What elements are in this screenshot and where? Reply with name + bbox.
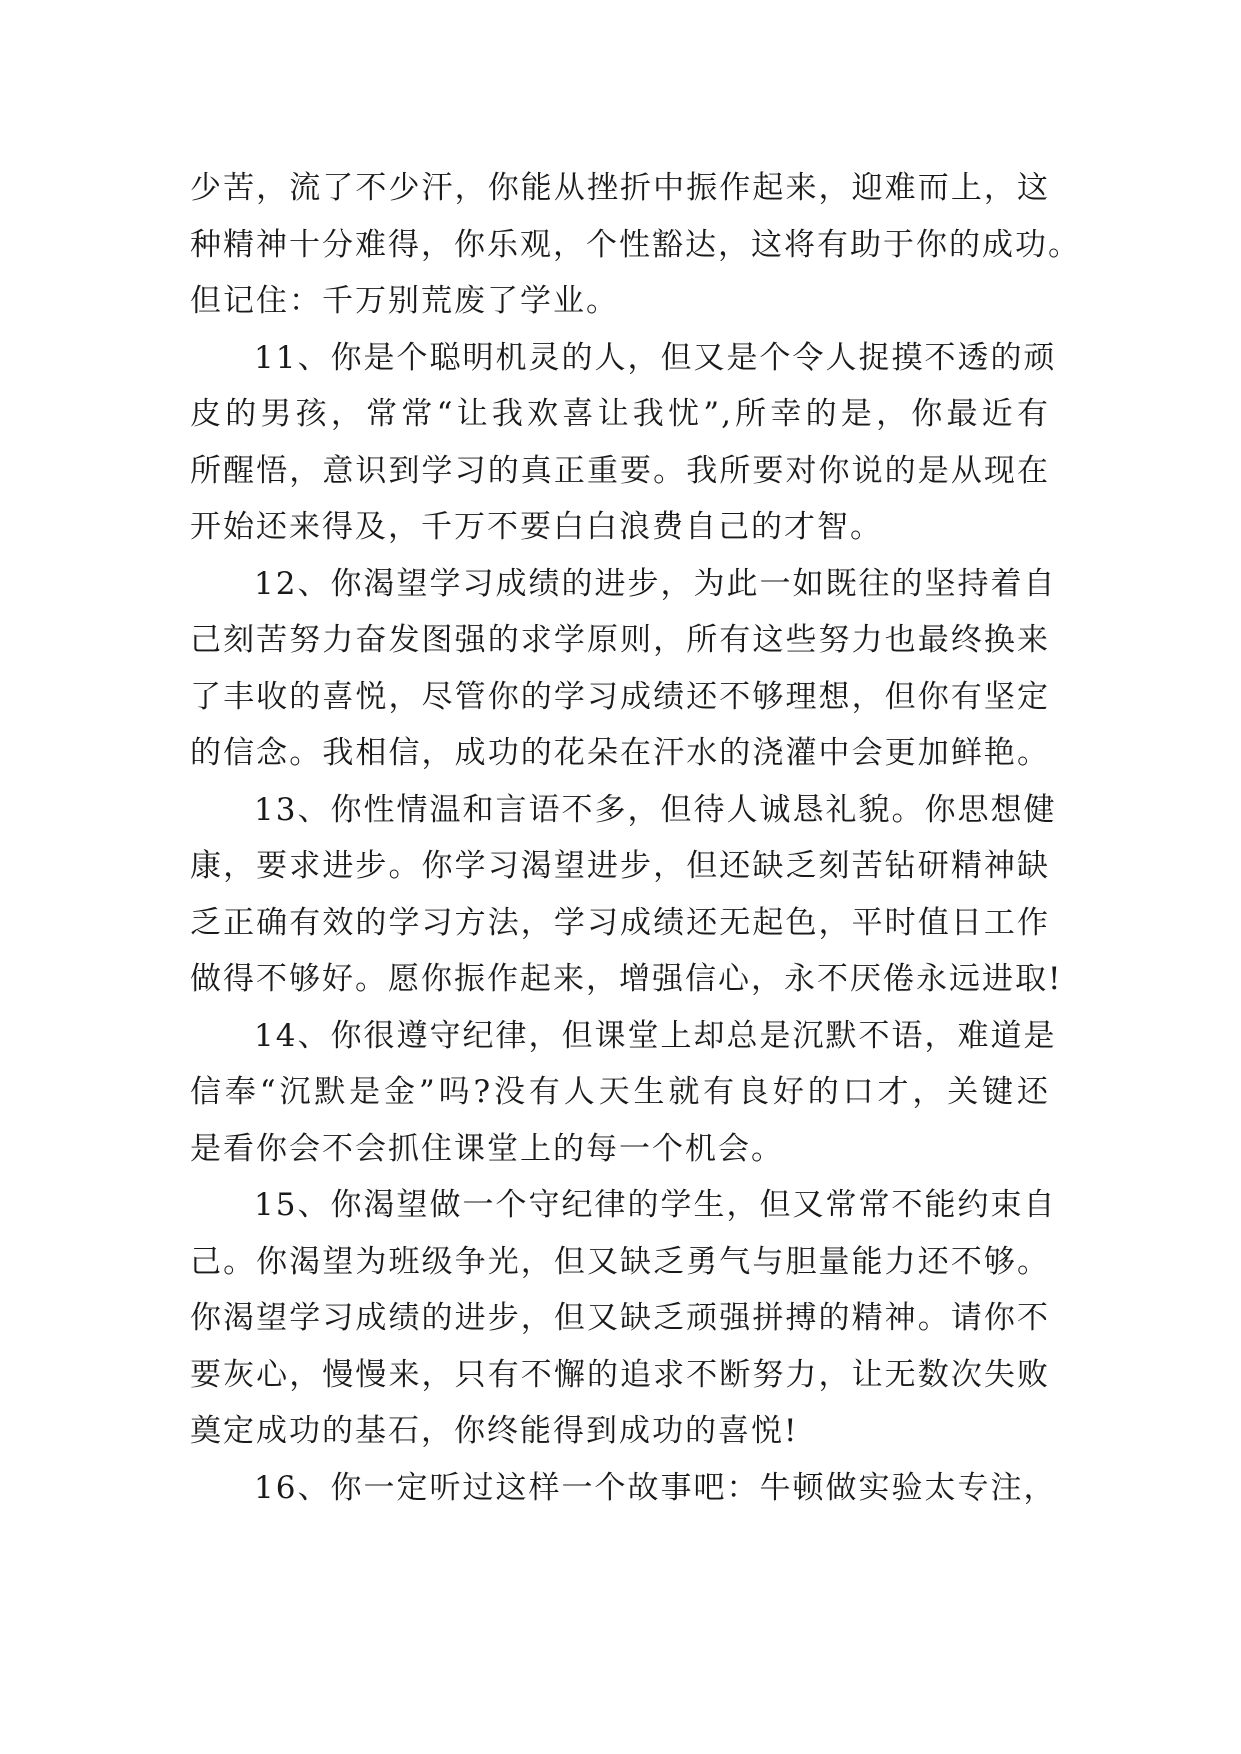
text-line: 乏正确有效的学习方法，学习成绩还无起色，平时值日工作	[190, 904, 1050, 941]
text-line: 要灰心，慢慢来，只有不懈的追求不断努力，让无数次失败	[190, 1356, 1050, 1393]
text-line: 皮的男孩，常常“让我欢喜让我忧”,所幸的是，你最近有	[190, 396, 1050, 432]
text-line: 开始还来得及，千万不要白白浪费自己的才智。	[190, 509, 883, 545]
text-line: 但记住：千万别荒废了学业。	[190, 283, 619, 319]
document-body	[190, 160, 1081, 1516]
paragraph-11-first-line: 11、你是个聪明机灵的人，但又是个令人捉摸不透的顽	[254, 339, 1057, 376]
text-line: 所醒悟，意识到学习的真正重要。我所要对你说的是从现在	[190, 452, 1050, 489]
text-line: 你渴望学习成绩的进步，但又缺乏顽强拼搏的精神。请你不	[190, 1300, 1050, 1336]
text-line: 少苦，流了不少汗，你能从挫折中振作起来，迎难而上，这	[190, 170, 1050, 206]
paragraph-16-first-line: 16、你一定听过这样一个故事吧：牛顿做实验太专注，	[254, 1469, 1057, 1506]
text-line: 己。你渴望为班级争光，但又缺乏勇气与胆量能力还不够。	[190, 1243, 1050, 1280]
paragraph-15-first-line: 15、你渴望做一个守纪律的学生，但又常常不能约束自	[254, 1187, 1057, 1223]
text-line: 康，要求进步。你学习渴望进步，但还缺乏刻苦钻研精神缺	[190, 848, 1050, 884]
text-line: 种精神十分难得，你乐观，个性豁达，这将有助于你的成功。	[190, 226, 1081, 263]
paragraph-13-first-line: 13、你性情温和言语不多，但待人诚恳礼貌。你思想健	[254, 791, 1057, 828]
text-line: 的信念。我相信，成功的花朵在汗水的浇灌中会更加鲜艳。	[190, 735, 1050, 771]
text-line: 做得不够好。愿你振作起来，增强信心，永不厌倦永远进取!	[190, 961, 1063, 997]
text-line: 己刻苦努力奋发图强的求学原则，所有这些努力也最终换来	[190, 622, 1050, 658]
text-line: 信奉“沉默是金”吗?没有人天生就有良好的口才，关键还	[190, 1074, 1050, 1110]
text-line: 奠定成功的基石，你终能得到成功的喜悦!	[190, 1413, 799, 1449]
text-line: 了丰收的喜悦，尽管你的学习成绩还不够理想，但你有坚定	[190, 678, 1050, 715]
paragraph-14-first-line: 14、你很遵守纪律，但课堂上却总是沉默不语，难道是	[254, 1017, 1057, 1054]
text-line: 是看你会不会抓住课堂上的每一个机会。	[190, 1130, 784, 1167]
paragraph-12-first-line: 12、你渴望学习成绩的进步，为此一如既往的坚持着自	[254, 565, 1057, 602]
